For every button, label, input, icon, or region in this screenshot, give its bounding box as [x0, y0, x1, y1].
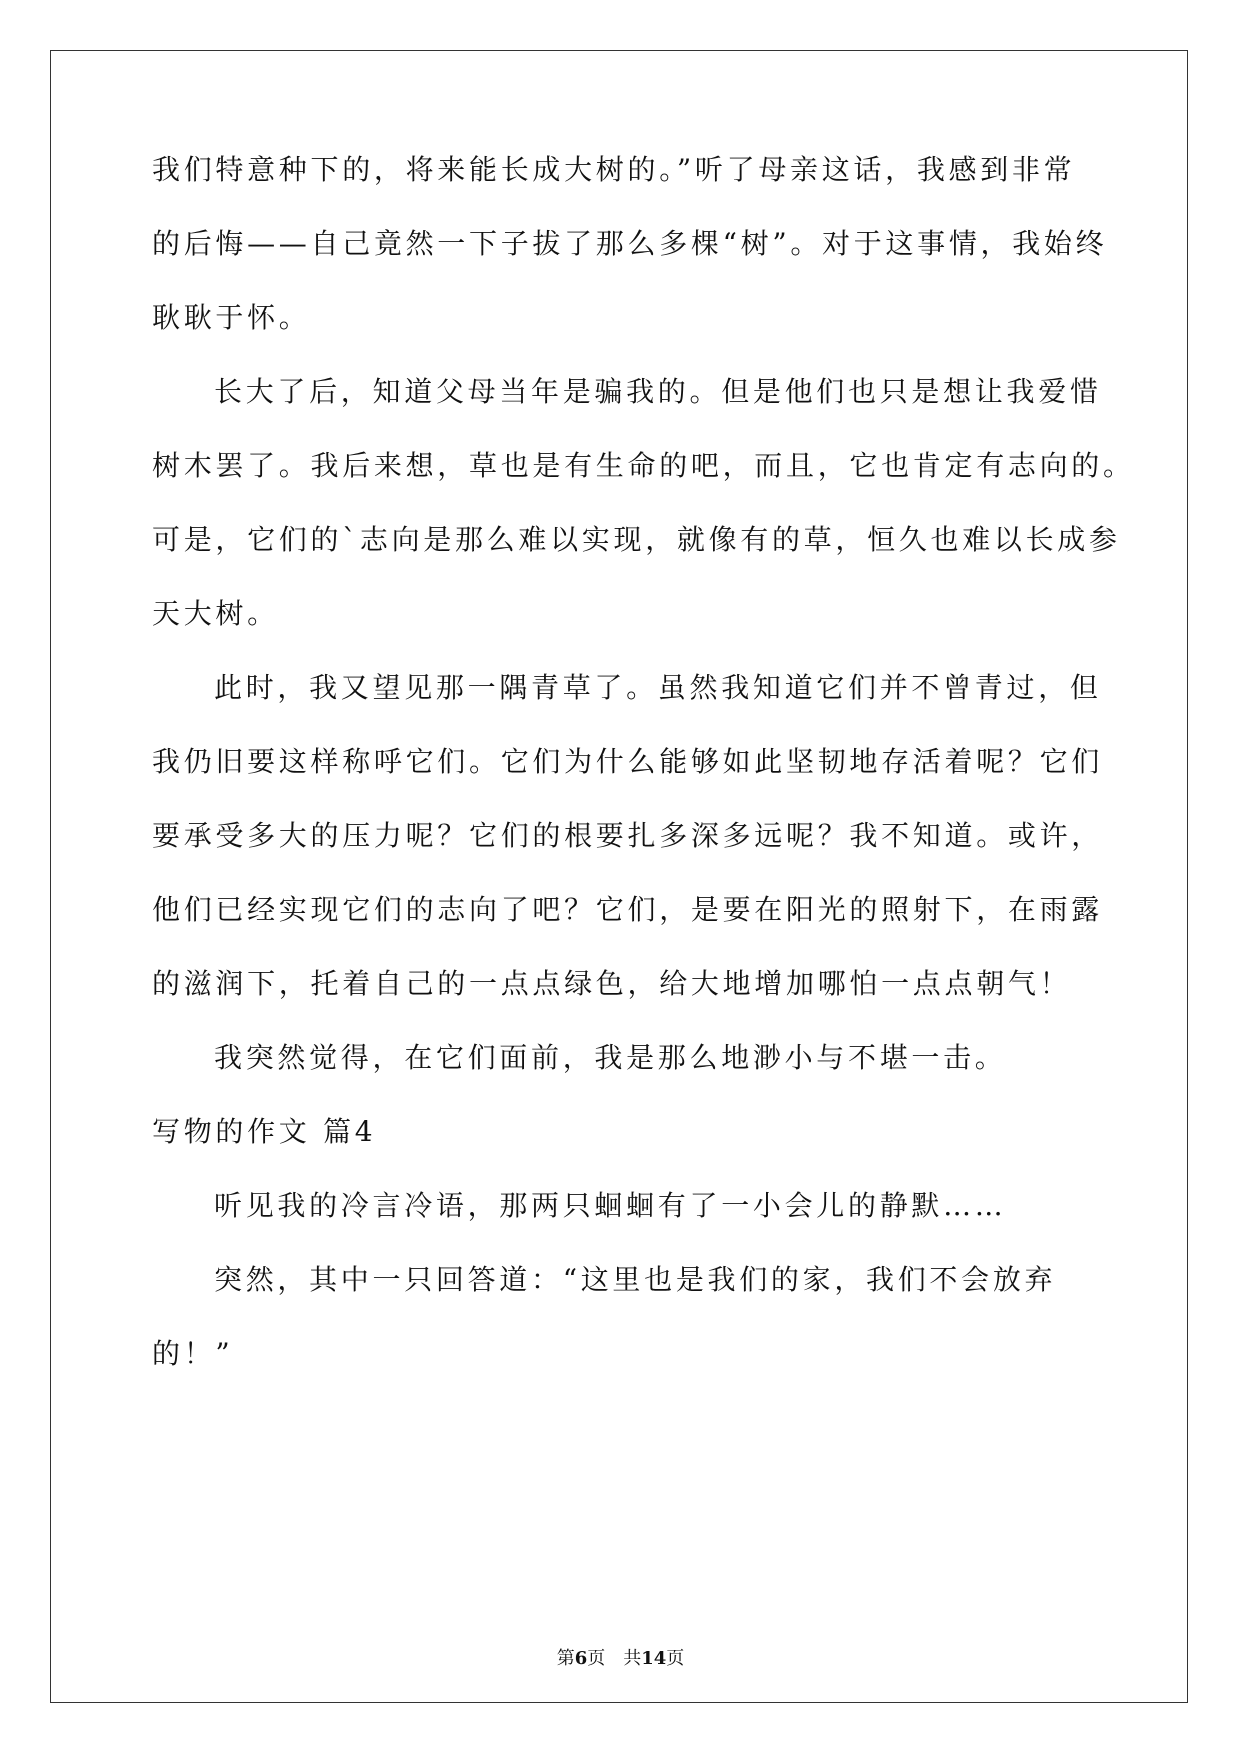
footer-mid: 页 共 — [587, 1648, 642, 1669]
text-line: 天大树。 — [152, 597, 279, 630]
text-line: 我突然觉得，在它们面前，我是那么地渺小与不堪一击。 — [214, 1041, 1007, 1074]
text-line: 他们已经实现它们的志向了吧？它们，是要在阳光的照射下，在雨露 — [152, 893, 1104, 926]
footer-suffix: 页 — [666, 1648, 685, 1669]
text-line: 的！” — [152, 1337, 234, 1370]
text-line: 听见我的冷言冷语，那两只蛔蛔有了一小会儿的静默…… — [214, 1189, 1007, 1222]
section-heading: 写物的作文 篇4 — [152, 1115, 377, 1148]
total-page-number: 14 — [641, 1648, 667, 1669]
text-line: 树木罢了。我后来想，草也是有生命的吧，而且，它也肯定有志向的。 — [152, 449, 1135, 482]
text-line: 长大了后，知道父母当年是骗我的。但是他们也只是想让我爱惜 — [214, 375, 1102, 408]
text-line: 的后悔——自己竟然一下子拔了那么多棵“树”。对于这事情，我始终 — [152, 227, 1108, 260]
page-footer — [0, 1648, 1241, 1670]
text-line: 我仍旧要这样称呼它们。它们为什么能够如此坚韧地存活着呢？它们 — [152, 745, 1104, 778]
footer-prefix: 第 — [556, 1648, 575, 1669]
current-page-number: 6 — [574, 1648, 588, 1669]
text-line: 要承受多大的压力呢？它们的根要扎多深多远呢？我不知道。或许， — [152, 819, 1104, 852]
page-border — [50, 50, 1188, 1703]
text-line: 的滋润下，托着自己的一点点绿色，给大地增加哪怕一点点朝气！ — [152, 967, 1072, 1000]
text-line: 我们特意种下的，将来能长成大树的。”听了母亲这话，我感到非常 — [152, 153, 1076, 186]
text-line: 突然，其中一只回答道：“这里也是我们的家，我们不会放弃 — [214, 1263, 1057, 1296]
text-line: 此时，我又望见那一隅青草了。虽然我知道它们并不曾青过，但 — [214, 671, 1102, 704]
text-line: 可是，它们的`志向是那么难以实现，就像有的草，恒久也难以长成参 — [152, 523, 1121, 556]
text-line: 耿耿于怀。 — [152, 301, 311, 334]
